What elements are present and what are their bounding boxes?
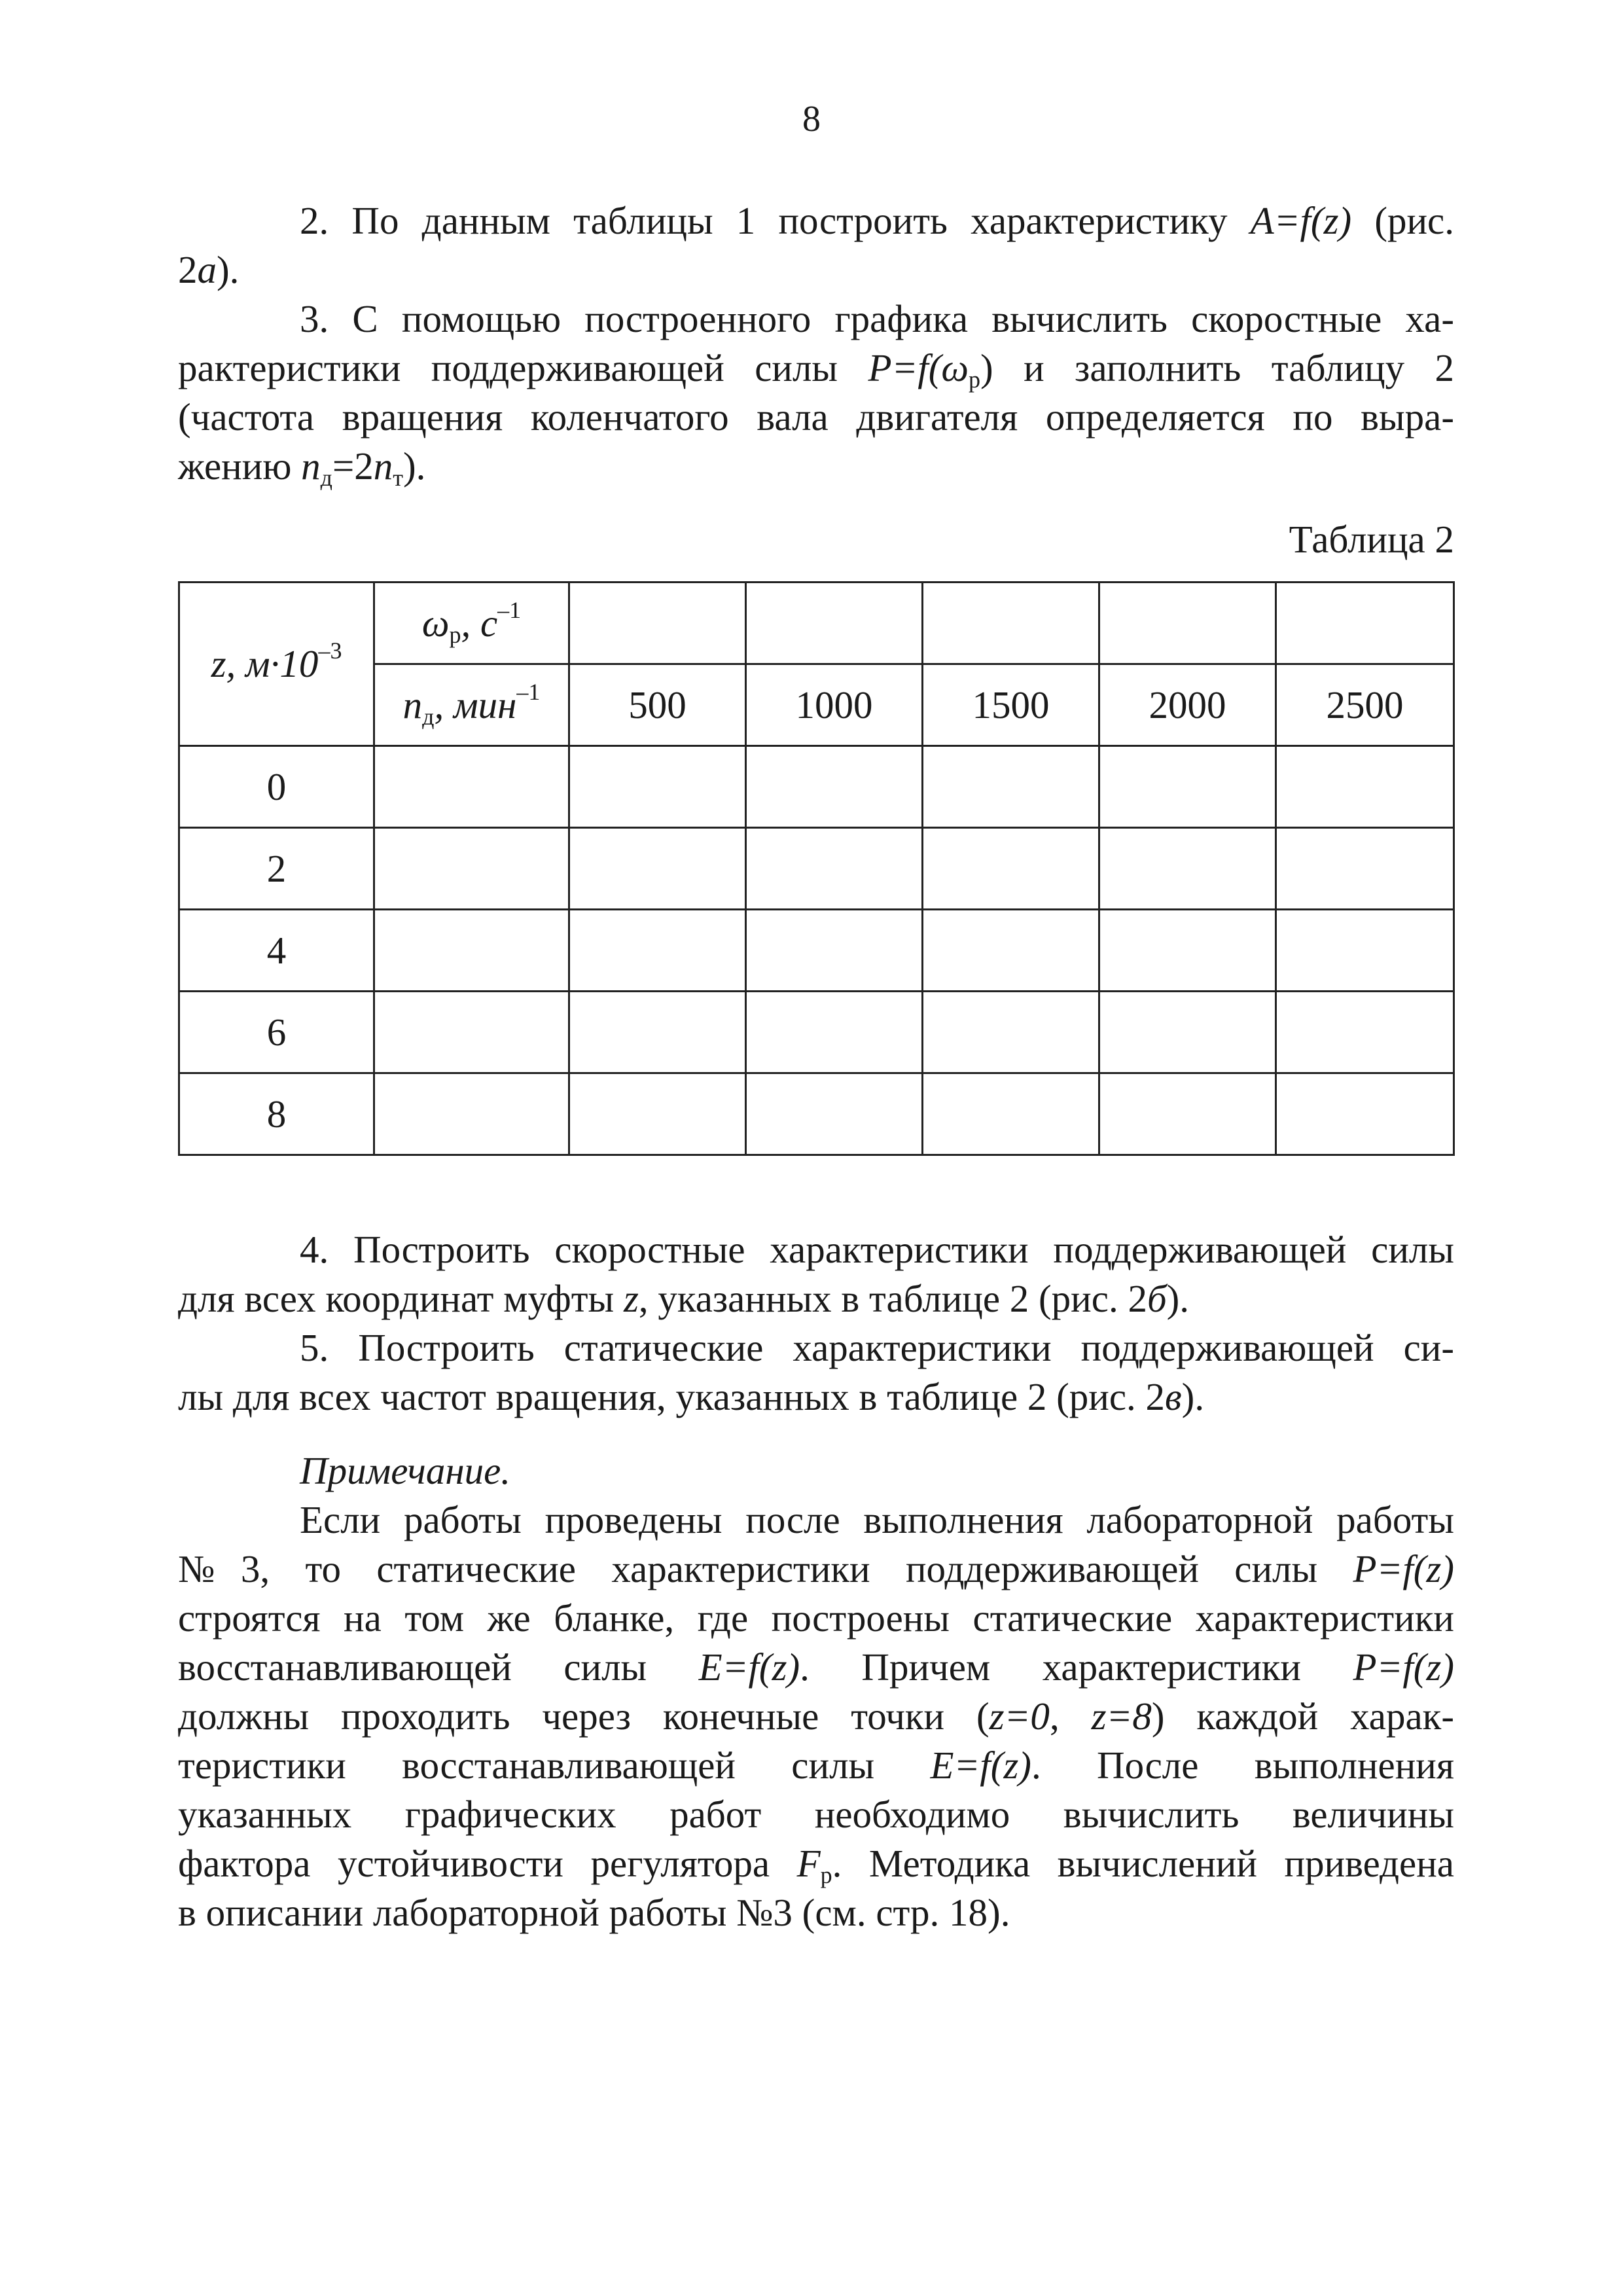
formula: E=f(z)	[930, 1744, 1031, 1787]
n-t-subscript: т	[393, 465, 403, 491]
note-text: . Методика вычислений приведена	[832, 1842, 1454, 1885]
blank-cell[interactable]	[569, 746, 746, 828]
header-z-cell	[179, 583, 374, 746]
formula: P=f(z)	[1353, 1547, 1454, 1590]
note-text: теристики восстанавливающей силы	[178, 1744, 931, 1787]
speed-cell: 500	[569, 664, 746, 746]
z-symbol: z	[623, 1277, 639, 1320]
step-3-paragraph	[178, 295, 1454, 491]
note-line-9: в описании лабораторной работы №3 (см. стр. 18).	[178, 1891, 1010, 1934]
fig-number: 2	[178, 248, 198, 291]
blank-cell[interactable]	[1276, 910, 1454, 992]
table-row	[179, 746, 1454, 828]
step-3-text-c: жению	[178, 444, 302, 488]
omega-subscript: р	[969, 367, 981, 393]
step-2-end: ).	[217, 248, 240, 291]
blank-cell[interactable]	[923, 992, 1099, 1073]
blank-cell[interactable]	[923, 828, 1099, 910]
z-value-cell: 2	[179, 828, 374, 910]
formula: P=f(z)	[1353, 1645, 1454, 1689]
blank-cell[interactable]	[923, 1073, 1099, 1155]
blank-cell[interactable]	[374, 828, 569, 910]
z-label: z, м·10	[211, 642, 319, 685]
table-row	[179, 1073, 1454, 1155]
blank-cell[interactable]	[1099, 828, 1276, 910]
formula-p-of-omega: P=f(ω	[868, 346, 969, 389]
table-row	[179, 910, 1454, 992]
omega-value-cell[interactable]	[923, 583, 1099, 664]
fig-letter: в	[1165, 1375, 1182, 1418]
step-2-fig-ref: (рис.	[1351, 199, 1454, 242]
blank-cell[interactable]	[1276, 828, 1454, 910]
n-unit: , мин	[434, 683, 517, 726]
note-title	[178, 1446, 1454, 1496]
blank-cell[interactable]	[569, 992, 746, 1073]
step-2-paragraph	[178, 196, 1454, 295]
blank-cell[interactable]	[569, 1073, 746, 1155]
step-4-end: ).	[1166, 1277, 1190, 1320]
step-4-line-1: 4. Построить скоростные характеристики поддерживающей силы	[300, 1228, 1454, 1271]
omega-unit: , с	[461, 601, 498, 645]
blank-cell[interactable]	[374, 992, 569, 1073]
z-value-cell: 0	[179, 746, 374, 828]
blank-cell[interactable]	[746, 746, 923, 828]
step-3-text: рактеристики поддерживающей силы	[178, 346, 868, 389]
blank-cell[interactable]	[374, 910, 569, 992]
note-text: ) каждой харак-	[1151, 1695, 1454, 1738]
note-line-4	[178, 1643, 1454, 1692]
note-title-text: Примечание.	[300, 1449, 511, 1492]
equals-two: =2	[332, 444, 374, 488]
note-text: ,	[1049, 1695, 1092, 1738]
step-5-end: ).	[1181, 1375, 1205, 1418]
n-t-symbol: n	[373, 444, 393, 488]
page-number: 8	[802, 99, 821, 139]
z-value-cell: 8	[179, 1073, 374, 1155]
fig-letter: а	[197, 248, 217, 291]
note-line-3: строятся на том же бланке, где построены статические характеристики	[178, 1596, 1454, 1640]
note-line-8	[178, 1839, 1454, 1888]
header-n-cell	[374, 664, 569, 746]
note-line-1: Если работы проведены после выполнения лабораторной работы	[300, 1498, 1454, 1541]
note-paragraph	[178, 1446, 1454, 1937]
table-header-row-omega	[179, 583, 1454, 664]
step-3-text-b: ) и заполнить таблицу 2	[980, 346, 1454, 389]
omega-value-cell[interactable]	[569, 583, 746, 664]
blank-cell[interactable]	[1276, 992, 1454, 1073]
step-4-line-2	[178, 1274, 1454, 1323]
z-value-cell: 4	[179, 910, 374, 992]
speed-cell: 1500	[923, 664, 1099, 746]
omega-value-cell[interactable]	[1099, 583, 1276, 664]
blank-cell[interactable]	[1099, 910, 1276, 992]
step-3-line-2	[178, 344, 1454, 393]
note-text: должны проходить через конечные точки (	[178, 1695, 990, 1738]
blank-cell[interactable]	[746, 910, 923, 992]
formula: E=f(z)	[698, 1645, 800, 1689]
z-exponent: –3	[318, 637, 342, 664]
z-value-cell: 6	[179, 992, 374, 1073]
omega-value-cell[interactable]	[746, 583, 923, 664]
n-label: n	[402, 683, 423, 726]
blank-cell[interactable]	[746, 828, 923, 910]
table-row	[179, 828, 1454, 910]
note-text: . После выполнения	[1031, 1744, 1454, 1787]
step-4-text: для всех координат муфты	[178, 1277, 624, 1320]
step-5-line-1: 5. Построить статические характеристики поддерживающей си-	[300, 1326, 1454, 1369]
blank-cell[interactable]	[746, 1073, 923, 1155]
step-2-text: 2. По данным таблицы 1 построить характеристику	[300, 199, 1251, 242]
note-text: . Причем характеристики	[800, 1645, 1353, 1689]
step-3-end: ).	[403, 444, 426, 488]
note-text: фактора устойчивости регулятора	[178, 1842, 797, 1885]
speed-cell: 1000	[746, 664, 923, 746]
blank-cell[interactable]	[923, 910, 1099, 992]
header-omega-cell	[374, 583, 569, 664]
n-exponent: –1	[516, 678, 541, 705]
step-5-paragraph	[178, 1323, 1454, 1422]
note-line-2	[178, 1545, 1454, 1594]
omega-value-cell[interactable]	[1276, 583, 1454, 664]
fig-letter: б	[1147, 1277, 1167, 1320]
step-5-line-2	[178, 1372, 1454, 1422]
step-3-line-3: (частота вращения коленчатого вала двигателя определяется по выра-	[178, 395, 1454, 439]
formula: z=0	[989, 1695, 1050, 1738]
blank-cell[interactable]	[374, 1073, 569, 1155]
table-row	[179, 992, 1454, 1073]
blank-cell[interactable]	[923, 746, 1099, 828]
formula: F	[796, 1842, 821, 1885]
note-line-7: указанных графических работ необходимо вычислить величины	[178, 1793, 1454, 1836]
blank-cell[interactable]	[374, 746, 569, 828]
note-text: восстанавливающей силы	[178, 1645, 699, 1689]
blank-cell[interactable]	[1099, 746, 1276, 828]
f-subscript: р	[820, 1862, 832, 1888]
n-d-symbol: n	[301, 444, 321, 488]
step-4-paragraph	[178, 1225, 1454, 1323]
omega-exponent: –1	[497, 596, 522, 623]
blank-cell[interactable]	[569, 910, 746, 992]
blank-cell[interactable]	[1099, 1073, 1276, 1155]
speed-cell: 2500	[1276, 664, 1454, 746]
blank-cell[interactable]	[1099, 992, 1276, 1073]
omega-sub: р	[449, 621, 461, 648]
speed-cell: 2000	[1099, 664, 1276, 746]
step-3-line-1: 3. С помощью построенного графика вычислить скоростные ха-	[300, 297, 1454, 340]
blank-cell[interactable]	[746, 992, 923, 1073]
formula-a-of-z: A=f(z)	[1250, 199, 1352, 242]
table-caption: Таблица 2	[1289, 518, 1454, 561]
step-3-line-4	[178, 442, 1454, 491]
step-5-text: лы для всех частот вращения, указанных в таблице 2 (рис. 2	[178, 1375, 1166, 1418]
step-4-text-b: , указанных в таблице 2 (рис. 2	[638, 1277, 1147, 1320]
formula: z=8	[1091, 1695, 1152, 1738]
n-sub: д	[422, 703, 435, 730]
note-line-6	[178, 1741, 1454, 1790]
table-2	[178, 581, 1455, 1156]
note-line-5	[178, 1692, 1454, 1741]
n-d-subscript: д	[320, 465, 332, 491]
blank-cell[interactable]	[1276, 746, 1454, 828]
blank-cell[interactable]	[1276, 1073, 1454, 1155]
omega-label: ω	[421, 601, 450, 645]
note-text: №3, то статические характеристики поддерживающей силы	[178, 1547, 1353, 1590]
blank-cell[interactable]	[569, 828, 746, 910]
